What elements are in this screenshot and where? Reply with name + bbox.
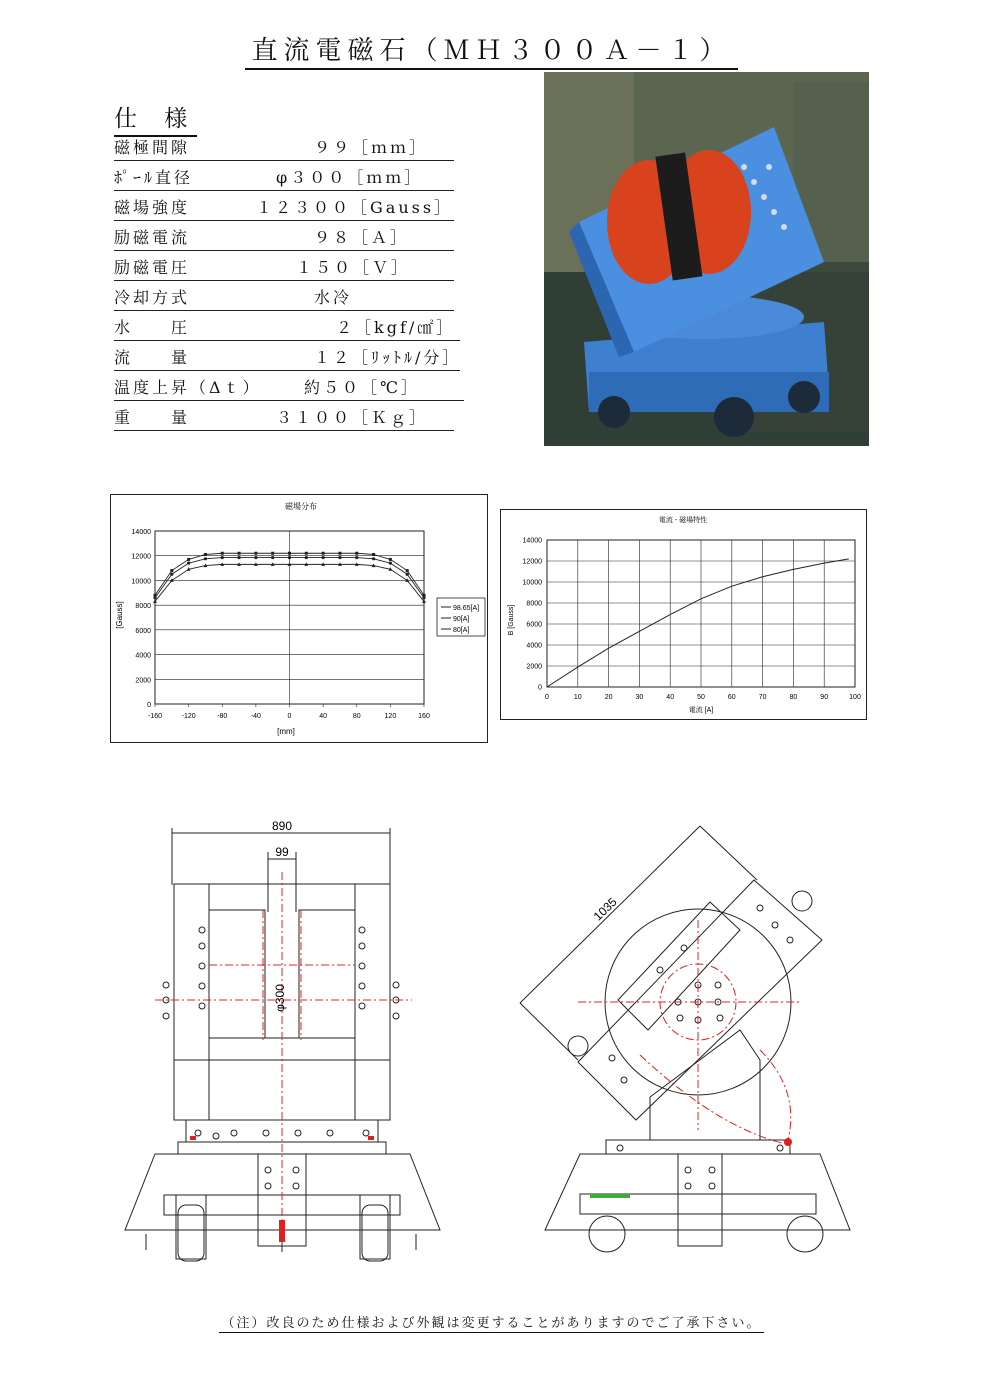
title-text: 直流電磁石（ＭＨ３００Ａ－１） (245, 36, 737, 70)
chart1-xtick-label: -40 (250, 713, 261, 720)
footer-note-text: （注）改良のため仕様および外観は変更することがありますのでご了承下さい。 (221, 1316, 762, 1331)
side-view-drawing (520, 826, 850, 1252)
chart1-ytick-label: 0 (147, 702, 151, 709)
chart2-ytick-label: 2000 (526, 663, 542, 671)
chart1-point (355, 556, 358, 559)
chart2-ylabel: B [Gauss] (508, 604, 515, 636)
chart1-ytick-label: 6000 (135, 627, 151, 635)
chart1-point (237, 556, 240, 559)
chart2-xlabel: 電流 [A] (688, 707, 714, 714)
front-right-wheel (362, 1205, 388, 1261)
chart1-point (204, 553, 207, 556)
chart1-xtick-label: 160 (418, 713, 430, 720)
chart1-point (221, 552, 224, 555)
front-left-wheel (178, 1205, 204, 1261)
chart1-point (322, 556, 325, 559)
spec-row-weight (114, 402, 454, 431)
chart1-legend-label: 80[A] (453, 627, 470, 634)
chart1-xtick-label: -120 (181, 713, 196, 720)
chart1-point (422, 596, 425, 599)
technical-drawings (0, 800, 983, 1280)
chart1-ytick-label: 14000 (131, 529, 151, 536)
spec-row-water-pressure (114, 312, 460, 341)
side-view-red-fitting (784, 1138, 792, 1146)
spec-value: １５０［Ｖ］ (296, 258, 411, 277)
spec-value: ９８［Ａ］ (314, 228, 410, 247)
spec-label: 磁場強度 (114, 198, 191, 217)
spec-row-flow (114, 342, 460, 371)
spec-value: φ３００［ｍｍ］ (276, 168, 424, 187)
chart2-ytick-label: 12000 (522, 558, 542, 566)
spec-value: 水冷 (314, 288, 353, 307)
chart1-point (305, 552, 308, 555)
chart2-xtick-label: 50 (697, 694, 705, 701)
chart2-ytick-label: 6000 (526, 621, 542, 629)
chart1-point (372, 557, 375, 560)
spec-label: 冷却方式 (114, 288, 191, 307)
chart2-xtick-label: 0 (545, 694, 549, 701)
chart1-point (238, 552, 241, 555)
current-field-chart-frame (500, 509, 867, 720)
spec-row-gap (114, 132, 454, 161)
spec-label: 水 圧 (114, 318, 191, 337)
chart2-ytick-label: 8000 (526, 600, 542, 608)
chart1-ytick-label: 8000 (135, 603, 151, 611)
spec-value: ２［kgf/㎠］ (336, 318, 456, 337)
chart1-point (322, 552, 325, 555)
chart1-point (170, 569, 173, 572)
chart1-point (389, 562, 392, 565)
footer-note (0, 1312, 983, 1331)
chart1-point (288, 552, 291, 555)
chart1-ytick-label: 2000 (135, 677, 151, 685)
spec-row-pole-diameter (114, 162, 454, 191)
chart1-point (187, 558, 190, 561)
chart2-xtick-label: 30 (635, 694, 644, 701)
spec-label: 励磁電圧 (114, 258, 191, 277)
chart1-point (406, 569, 409, 572)
chart1-point (305, 556, 308, 559)
chart1-point (355, 552, 358, 555)
chart2-xtick-label: 20 (604, 694, 613, 701)
spec-row-cooling (114, 282, 454, 311)
page-title (0, 30, 983, 67)
field-distribution-chart (111, 495, 487, 742)
dim-gap: 99 (275, 845, 289, 859)
chart2-xtick-label: 60 (727, 694, 736, 701)
spec-value: 約５０［℃］ (304, 378, 420, 397)
spec-row-temperature (114, 372, 464, 401)
chart1-xtick-label: -80 (217, 713, 228, 720)
chart1-legend-label: 90[A] (453, 616, 470, 623)
spec-label: 励磁電流 (114, 228, 191, 247)
dim-front-width: 890 (271, 819, 293, 833)
chart1-ytick-label: 10000 (131, 578, 151, 586)
chart2-xtick-label: 90 (820, 694, 829, 701)
chart1-point (406, 573, 409, 576)
chart1-legend-label: 98.65[A] (453, 605, 480, 612)
spec-row-current (114, 222, 454, 251)
chart1-xtick-label: 40 (319, 713, 328, 720)
spec-row-field-strength (114, 192, 454, 221)
chart2-series-line (547, 559, 849, 687)
chart2-ytick-label: 10000 (522, 579, 542, 587)
chart1-point (187, 562, 190, 565)
spec-label: ﾎﾟｰﾙ直径 (114, 168, 194, 187)
spec-value: １２［ﾘｯﾄﾙ/分］ (314, 348, 462, 367)
chart1-xtick-label: 0 (287, 713, 292, 720)
side-view-centerlines (578, 920, 800, 1145)
spec-heading: 仕 様 (114, 100, 197, 137)
spec-label: 磁極間隙 (114, 138, 191, 157)
chart2-xtick-label: 40 (666, 694, 675, 701)
spec-value: １２３００［Gauss］ (256, 198, 454, 217)
chart1-point (221, 556, 224, 559)
chart1-point (372, 553, 375, 556)
spec-row-voltage (114, 252, 454, 281)
chart1-ytick-label: 4000 (135, 652, 151, 660)
chart1-point (271, 556, 274, 559)
chart1-point (338, 552, 341, 555)
chart1-ytick-label: 12000 (131, 553, 151, 561)
chart1-title: 磁場分布 (285, 502, 317, 511)
chart2-xtick-label: 10 (573, 694, 582, 701)
chart1-point (204, 557, 207, 560)
chart1-xtick-label: 80 (352, 713, 361, 720)
dim-side-length: 1035 (590, 894, 620, 924)
chart2-ytick-label: 14000 (522, 537, 542, 545)
spec-label: 重 量 (114, 408, 191, 427)
chart1-xtick-label: 120 (384, 713, 397, 720)
chart1-point (170, 573, 173, 576)
chart2-xtick-label: 70 (758, 694, 767, 701)
front-view-centerlines (155, 872, 412, 1240)
spec-value: ３１００［Ｋｇ］ (276, 408, 429, 427)
current-field-chart (501, 510, 866, 719)
chart1-point (338, 556, 341, 559)
chart1-point (389, 558, 392, 561)
chart1-point (153, 596, 156, 599)
chart2-title: 電流 - 磁場特性 (658, 517, 708, 524)
chart2-xtick-label: 80 (789, 694, 798, 701)
chart1-point (288, 556, 291, 559)
chart1-point (254, 552, 257, 555)
chart1-point (254, 556, 257, 559)
chart2-ytick-label: 0 (538, 684, 542, 692)
field-distribution-chart-frame (110, 494, 488, 743)
chart2-ytick-label: 4000 (526, 642, 542, 650)
chart2-xtick-label: 100 (849, 694, 861, 701)
magnet-photo (544, 72, 869, 446)
chart1-xtick-label: -160 (147, 713, 163, 720)
chart1-xlabel: [mm] (277, 727, 295, 736)
dim-pole-diameter: φ300 (273, 984, 287, 1012)
spec-label: 流 量 (114, 348, 191, 367)
spec-value: ９９［ｍｍ］ (314, 138, 429, 157)
side-view-green-mark (590, 1194, 630, 1198)
front-view-bolts (163, 927, 399, 1189)
spec-label: 温度上昇（Δｔ） (114, 378, 262, 397)
chart1-ylabel: [Gauss] (115, 601, 124, 629)
side-view-bolts (609, 905, 793, 1189)
chart1-point (271, 552, 274, 555)
